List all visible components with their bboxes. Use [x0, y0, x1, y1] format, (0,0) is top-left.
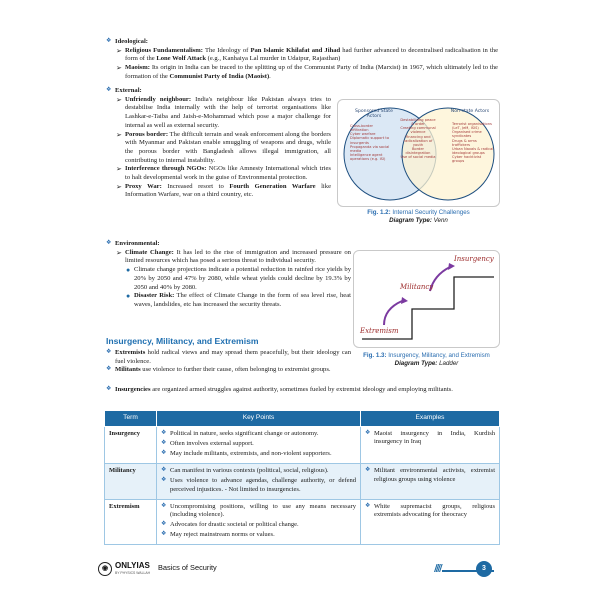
- ladder-step-3: Insurgency: [454, 255, 494, 263]
- term-cell: Extremism: [105, 499, 157, 545]
- fig12-caption: [337, 209, 500, 225]
- list-item: [106, 349, 351, 366]
- item-lead: Interference through NGOs:: [125, 165, 207, 173]
- venn-center-item: Destabilizing peace & order: [400, 118, 436, 127]
- venn-center-list: [399, 118, 437, 159]
- section-list-wide: [106, 386, 500, 395]
- bullet-diamond-icon: ❖: [106, 386, 112, 392]
- venn-left-item: Cyber warfare: [350, 132, 376, 137]
- list-item: [106, 64, 498, 81]
- bullet-diamond-icon: ❖: [365, 466, 371, 473]
- page-footer: [98, 560, 494, 580]
- venn-left-item: Diplomatic support to insurgents: [350, 136, 390, 145]
- ideological-heading-row: [106, 38, 498, 47]
- table-row: [105, 463, 500, 499]
- list-item: [161, 430, 356, 439]
- item-text: had further advanced to decentralised radicalisation in the form of the: [125, 46, 499, 63]
- venn-left-title: Sponsored State Actors: [355, 109, 393, 119]
- environmental-section: [106, 240, 351, 310]
- fig12-label: Fig. 1.2:: [367, 209, 391, 216]
- venn-left-item: Cross-border infiltration: [350, 124, 374, 133]
- venn-right-item: Organised crime syndicates: [452, 130, 482, 139]
- point-text: Advocates for drastic societal or political change.: [170, 521, 299, 529]
- bullet-diamond-icon: ❖: [106, 240, 112, 246]
- list-item: [161, 440, 356, 449]
- point-text: Often involves external support.: [170, 439, 254, 447]
- examples-cell: [361, 463, 500, 499]
- item-lead: Proxy War:: [125, 182, 162, 190]
- item-bold: Communist Party of India (Maoist): [169, 72, 270, 80]
- ideological-section: [106, 38, 498, 82]
- brand-logo-icon: ◉: [98, 562, 112, 576]
- table: [104, 410, 500, 545]
- item-lead: Disaster Risk:: [134, 292, 175, 300]
- footer-title: Basics of Security: [158, 563, 217, 572]
- venn-figure: [337, 99, 500, 207]
- external-heading: External:: [115, 87, 142, 94]
- list-item: [161, 531, 356, 540]
- fig12-caption-line1: [337, 209, 500, 217]
- list-item: [161, 503, 356, 520]
- venn-right-item: Terrorist organisations (LeT, JeM, ISIS): [452, 122, 492, 131]
- item-text: The Ideology of: [202, 46, 251, 54]
- bullet-diamond-icon: ❖: [106, 366, 112, 373]
- list-item: [161, 450, 356, 459]
- venn-right-item: Cyber hacktivist groups: [452, 155, 482, 164]
- key-points-cell: [157, 499, 361, 545]
- arrow-bullet-icon: ➢: [116, 130, 122, 139]
- bullet-diamond-icon: ❖: [365, 429, 371, 436]
- comparison-table: [104, 410, 500, 545]
- arrow-bullet-icon: ➢: [116, 165, 122, 174]
- section-list: [106, 349, 351, 375]
- venn-center-item: Border disintegration: [405, 146, 431, 155]
- round-bullet-icon: ●: [126, 266, 131, 275]
- venn-left-item: Propaganda via social media: [350, 144, 390, 153]
- bullet-diamond-icon: ❖: [161, 429, 167, 436]
- list-item: [161, 477, 356, 494]
- environmental-heading-row: [106, 240, 351, 249]
- fig12-caption-line2: [337, 217, 500, 225]
- list-item: [161, 521, 356, 530]
- point-text: May reject mainstream norms or values.: [170, 531, 275, 539]
- item-bold: Pan Islamic Khilafat and Jihad: [250, 46, 341, 54]
- arrow-bullet-icon: ➢: [116, 46, 122, 55]
- item-lead: Unfriendly neighbour:: [125, 95, 192, 103]
- examples-cell: [361, 499, 500, 545]
- item-text: like Information Warfare, war on a third country, etc.: [125, 182, 331, 199]
- arrow-bullet-icon: ➢: [116, 95, 122, 104]
- item-text: (e.g., Kanhaiya Lal murder in Udaipur, Rajasthan): [206, 55, 341, 63]
- table-header-row: [105, 411, 500, 427]
- venn-right-item: Drugs & arms traffickers: [452, 138, 477, 147]
- item-bold: Lone Wolf Attack: [156, 55, 207, 63]
- sub-list-item: [106, 292, 351, 309]
- fig13-title: Insurgency, Militancy, and Extremism: [386, 352, 490, 359]
- bullet-diamond-icon: ❖: [106, 38, 112, 44]
- venn-right-title: Non-state Actors: [450, 109, 490, 114]
- ladder-figure: [353, 250, 500, 348]
- list-item: [365, 467, 495, 484]
- bullet-diamond-icon: ❖: [161, 531, 167, 538]
- list-item: [106, 183, 331, 200]
- fig13-caption-line1: [353, 352, 500, 360]
- point-text: Uncompromising positions, willing to use any means necessary (including violence).: [170, 502, 356, 519]
- list-item: [106, 386, 500, 395]
- example-text: White supremacist groups, religious extremists advocating for theocracy: [374, 502, 495, 519]
- list-item: [106, 249, 351, 266]
- bullet-diamond-icon: ❖: [365, 502, 371, 509]
- venn-center-item: Creating communal violence: [400, 126, 436, 135]
- page-number: 3: [476, 561, 492, 577]
- item-text: The effect of Climate Change in the form of sea level rise, heat waves, landslides, etc has increased the security threats.: [134, 292, 351, 308]
- venn-right-item: Urban Naxals & radical ideological groups: [452, 146, 494, 155]
- venn-left-item: Intelligence agent operations (e.g. ISI): [350, 152, 386, 161]
- bullet-diamond-icon: ❖: [161, 439, 167, 446]
- item-text: use violence to further their cause, often belonging to extremist groups.: [140, 366, 331, 374]
- item-text: The difficult terrain and weak enforcement along the borders with Myanmar and Pakistan enable smuggling of weapons and drugs, while the porous border with Bangladesh allows illegal immigration, all contributing to internal instability.: [125, 130, 332, 164]
- venn-right-list: [452, 122, 494, 163]
- table-row: [105, 426, 500, 463]
- arrow-bullet-icon: ➢: [116, 182, 122, 191]
- section-title: Insurgency, Militancy, and Extremism: [106, 336, 259, 346]
- table-header: Key Points: [157, 411, 361, 427]
- venn-center-item: Financing and radicalization of youth: [403, 134, 433, 147]
- list-item: [106, 131, 331, 166]
- item-lead: Insurgencies: [115, 386, 151, 393]
- example-text: Militant environmental activists, extremist religious groups using violence: [374, 466, 495, 483]
- fig13-caption: [353, 352, 500, 368]
- example-text: Maoist insurgency in India, Kurdish insurgency in Iraq: [374, 429, 495, 446]
- table-header: Term: [105, 411, 157, 427]
- point-text: Uses violence to advance agendas, challenge authority, or defend perceived injustices. - Not limited to insurgencies.: [170, 477, 356, 493]
- point-text: May include militants, extremists, and non-violent supporters.: [170, 449, 332, 457]
- footer-stripes-icon: ////: [434, 563, 441, 574]
- point-text: Political in nature, seeks significant change or autonomy.: [170, 429, 319, 437]
- item-bold: Fourth Generation Warfare: [229, 182, 316, 190]
- item-lead: Militants: [115, 366, 141, 374]
- fig13-diagram-type-label: Diagram Type:: [394, 360, 438, 368]
- sub-list-item: [106, 266, 351, 292]
- bullet-diamond-icon: ❖: [161, 502, 167, 509]
- list-item: [106, 47, 498, 64]
- fig13-label: Fig. 1.3:: [363, 352, 387, 359]
- bullet-diamond-icon: ❖: [161, 477, 167, 484]
- item-text: Its origin in India can be traced to the splitting up of the Communist Party of India (Marxist) in 1967, which ultimately led to the formation of the: [125, 64, 498, 80]
- list-item: [106, 96, 331, 131]
- item-lead: Extremists: [115, 349, 146, 356]
- fig13-diagram-type: Ladder: [437, 360, 459, 368]
- table-row: [105, 499, 500, 545]
- item-text: Increased resort to: [161, 182, 230, 190]
- environmental-heading: Environmental:: [115, 240, 160, 247]
- brand-subtitle: BY PHYSICS WALLAH: [115, 571, 151, 575]
- fig12-diagram-type-label: Diagram Type:: [389, 217, 432, 225]
- item-lead: Porous border:: [125, 130, 169, 138]
- brand-name: ONLYIAS: [115, 561, 150, 570]
- key-points-cell: [157, 426, 361, 463]
- term-cell: Militancy: [105, 463, 157, 499]
- list-item: [365, 503, 495, 520]
- item-lead: Maoism:: [125, 64, 150, 72]
- item-text: hold radical views and may spread them peacefully, but their ideology can fuel violence.: [115, 349, 351, 365]
- examples-cell: [361, 426, 500, 463]
- arrow-bullet-icon: ➢: [116, 248, 122, 257]
- term-cell: Insurgency: [105, 426, 157, 463]
- list-item: [106, 165, 331, 182]
- bullet-diamond-icon: ❖: [161, 521, 167, 528]
- venn-center-item: Use of social media: [400, 155, 436, 160]
- table-header: Examples: [361, 411, 500, 427]
- external-section: [106, 87, 331, 200]
- item-text: .: [269, 72, 271, 80]
- fig12-title: Internal Security Challenges: [390, 209, 470, 216]
- item-text: India's neighbour like Pakistan always tries to destabilise India internally with the help of terrorist organisations like Lashkar-e-Taiba and Jaish-e-Mohammad which pose a major challenge for internal as well as external security.: [125, 95, 331, 129]
- item-text: NGOs like Amnesty International which tries to halt developmental work in the guise of Environmental protection.: [125, 165, 331, 182]
- bullet-diamond-icon: ❖: [106, 87, 112, 93]
- bullet-diamond-icon: ❖: [161, 449, 167, 456]
- external-heading-row: [106, 87, 331, 96]
- round-bullet-icon: ●: [126, 292, 131, 301]
- list-item: [161, 467, 356, 476]
- ladder-arrow-1: [384, 301, 402, 325]
- list-item: [365, 430, 495, 447]
- bullet-diamond-icon: ❖: [161, 466, 167, 473]
- ideological-heading: Ideological:: [115, 38, 148, 45]
- item-text: Climate change projections indicate a potential reduction in rainfed rice yields by 20% by 2050 and 47% by 2080, while wheat yields could decline by 19.3% by 2050 and 40% by 2080.: [134, 266, 351, 291]
- bullet-diamond-icon: ❖: [106, 349, 112, 355]
- item-lead: Religious Fundamentalism:: [125, 46, 203, 54]
- fig13-caption-line2: [353, 360, 500, 368]
- ladder-arrowhead-1-icon: [401, 297, 408, 304]
- fig12-diagram-type: Venn: [431, 217, 448, 225]
- point-text: Can manifest in various contexts (political, social, religious).: [170, 466, 329, 474]
- ladder-step-2: Militancy: [400, 283, 434, 291]
- arrow-bullet-icon: ➢: [116, 64, 122, 73]
- key-points-cell: [157, 463, 361, 499]
- item-text: It has led to the rise of immigration and increased pressure on limited resources which has posed a serious threat to individual security.: [125, 248, 351, 265]
- item-text: are organized armed struggles against authority, sometimes fueled by extremist ideology and employing militants.: [150, 386, 453, 393]
- list-item: [106, 366, 351, 375]
- item-lead: Climate Change:: [125, 248, 174, 256]
- ladder-step-1: Extremism: [360, 327, 399, 335]
- venn-left-list: [350, 124, 390, 161]
